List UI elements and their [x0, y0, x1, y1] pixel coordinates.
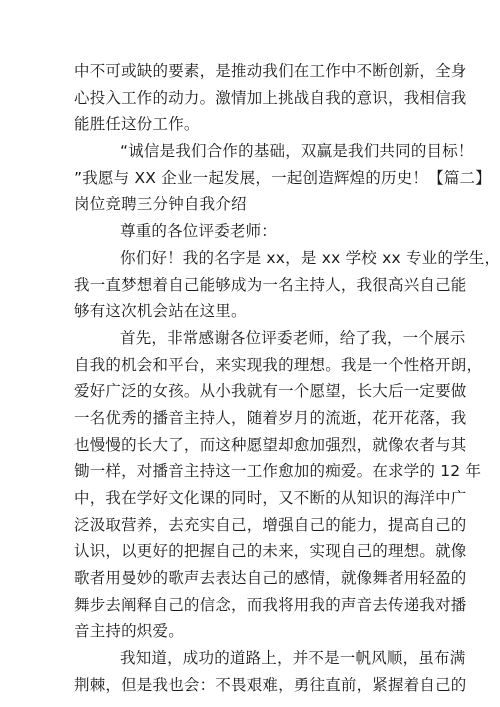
text-line: 认识，以更好的把握自己的未来，实现自己的理想。就像: [74, 542, 467, 561]
text-line: 舞步去阐释自己的信念，而我将用我的声音去传递我对播: [74, 595, 467, 614]
text-line: 心投入工作的动力。激情加上挑战自我的意识，我相信我: [74, 88, 467, 107]
text-line: 一名优秀的播音主持人，随着岁月的流逝，花开花落，我: [74, 408, 467, 427]
text-line: 泛汲取营养，去充实自己，增强自己的能力，提高自己的: [74, 515, 467, 534]
text-line: 能胜任这份工作。: [74, 115, 200, 134]
text-line: 我一直梦想着自己能够成为一名主持人，我很高兴自己能: [74, 275, 467, 294]
text-line: 我知道，成功的道路上，并不是一帆风顺，虽布满: [120, 649, 466, 668]
document-body: [0, 58, 500, 699]
text-line: ”我愿与 XX 企业一起发展，一起创造辉煌的历史！【篇二】: [74, 168, 491, 187]
text-line: 锄一样，对播音主持这一工作愈加的痴爱。在求学的 12 年: [74, 462, 482, 481]
text-line: 自我的机会和平台，来实现我的理想。我是一个性格开朗，: [74, 355, 483, 374]
salutation: 尊重的各位评委老师：: [120, 222, 278, 241]
text-line: 中不可或缺的要素，是推动我们在工作中不断创新，全身: [74, 62, 467, 80]
text-line: 你们好！我的名字是 xx，是 xx 学校 xx 专业的学生，: [120, 248, 500, 267]
text-line: 爱好广泛的女孩。从小我就有一个愿望，长大后一定要做: [74, 382, 467, 401]
text-line: “诚信是我们合作的基础，双赢是我们共同的目标！: [120, 142, 474, 161]
text-line: 首先，非常感谢各位评委老师，给了我，一个展示: [120, 328, 466, 347]
text-line: 也慢慢的长大了，而这种愿望却愈加强烈，就像农者与其: [74, 435, 467, 454]
section-heading: 岗位竞聘三分钟自我介绍: [74, 195, 247, 214]
text-line: 够有这次机会站在这里。: [74, 302, 247, 321]
text-line: 音主持的炽爱。: [74, 622, 184, 641]
text-line: 中，我在学好文化课的同时，又不断的从知识的海洋中广: [74, 489, 467, 507]
text-line: 歌者用曼妙的歌声去表达自己的感情，就像舞者用轻盈的: [74, 569, 467, 588]
text-line: 荆棘，但是我也会：不畏艰难，勇往直前，紧握着自己的: [74, 675, 467, 694]
